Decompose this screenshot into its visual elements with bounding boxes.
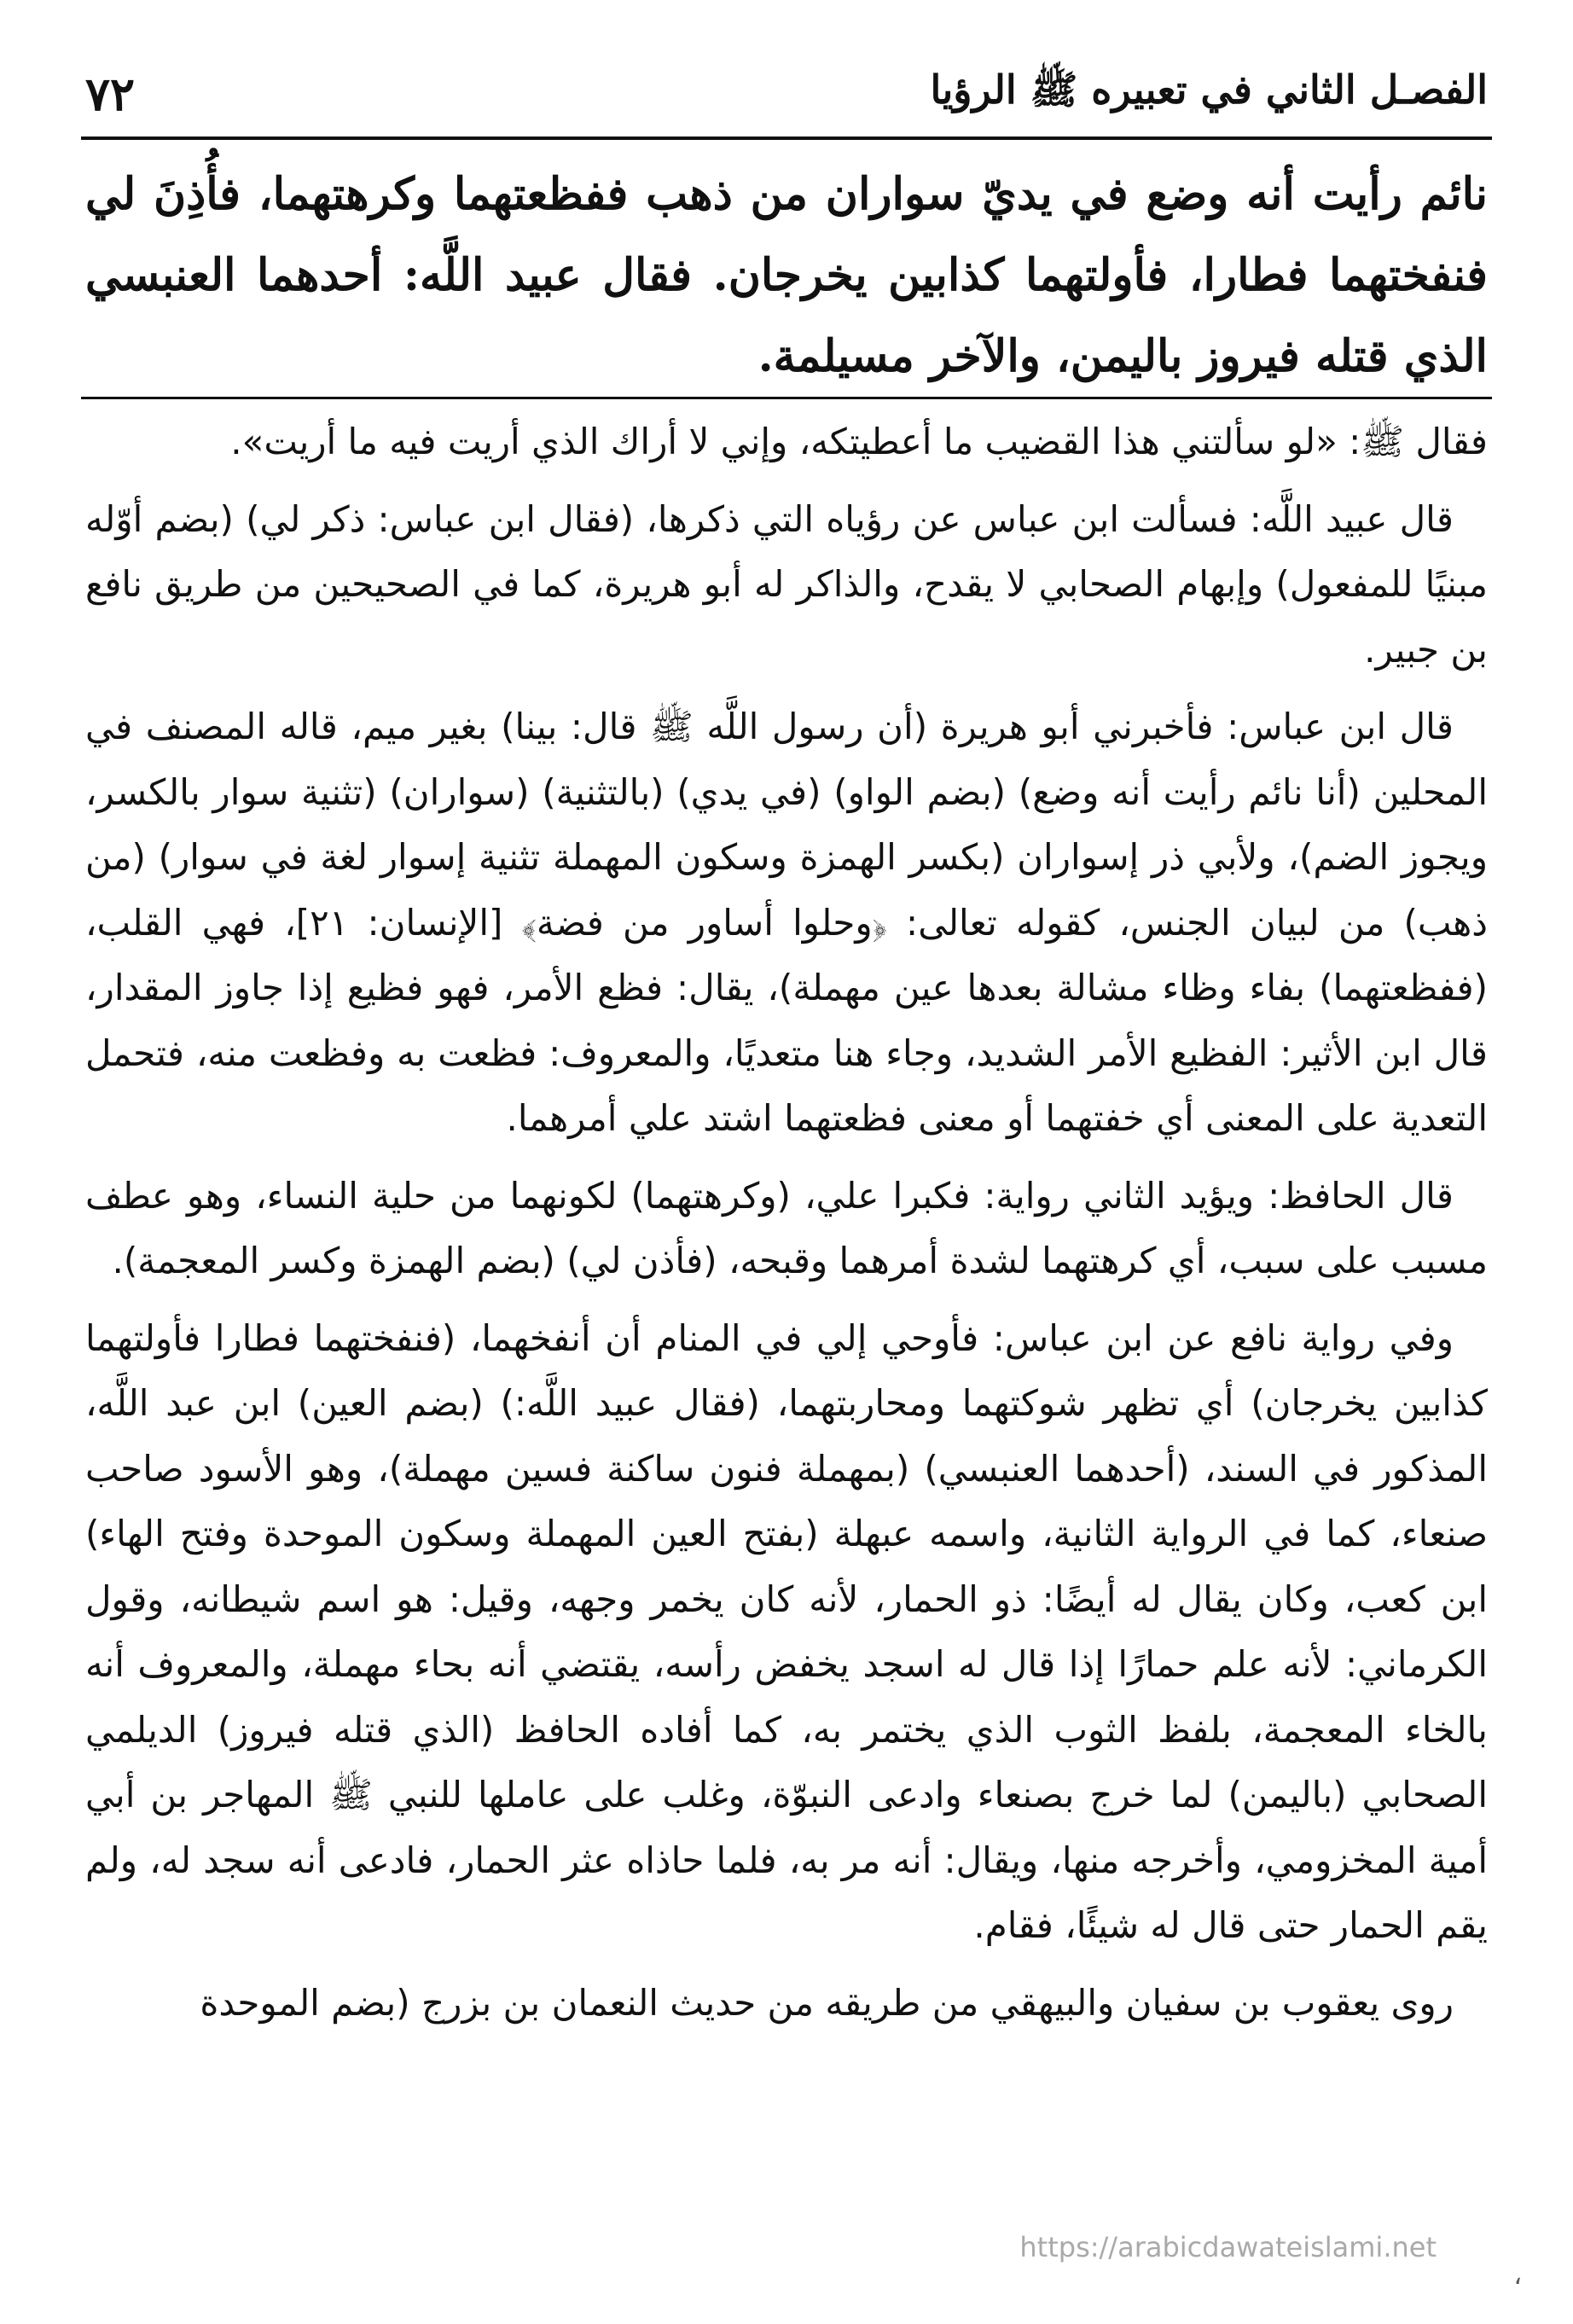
running-title: الفصـل الثاني في تعبيره ﷺ الرؤيا (930, 66, 1488, 113)
commentary-paragraph: روى يعقوب بن سفيان والبيهقي من طريقه من حديث النعمان بن بزرج (بضم الموحدة (200, 1981, 1454, 2024)
commentary-paragraph: قال ابن عباس: فأخبرني أبو هريرة (أن رسول اللَّه ﷺ قال: بينا) بغير ميم، قاله المصنف في المحلين (أنا نائم رأيت أنه وضع) (بضم الواو) (في يدي) (بالتثنية) (سواران) (تثنية سوار بالكسر، ويجوز الضم)، ولأبي ذر إسواران (بكسر الهمزة وسكون المهملة تثنية إسوار لغة في سوار) (من ذهب) من لبيان الجنس، كقوله تعالى: ﴿وحلوا أساور من فضة﴾ [الإنسان: ٢١]، فهي القلب، (ففظعتهما) بفاء وظاء مشالة بعدها عين مهملة)، يقال: فظع الأمر، فهو فظيع إذا جاوز المقدار، قال ابن الأثير: الفظيع الأمر الشديد، وجاء هنا متعديًا، والمعروف: فظعت به وفظعت منه، فتحمل التعدية على المعنى أي خفتهما أو معنى فظعتهما اشتد علي أمرهما. (85, 706, 1488, 1139)
watermark-url: https://arabicdawateislami.net (1019, 2231, 1437, 2263)
commentary-paragraph: وفي رواية نافع عن ابن عباس: فأوحي إلي في المنام أن أنفخهما، (فنفختهما فطارا فأولتهما كذابين يخرجان) أي تظهر شوكتهما ومحاربتهما، (فقال عبيد اللَّه:) (بضم العين) ابن عبد اللَّه، المذكور في السند، (أحدهما العنبسي) (بمهملة فنون ساكنة فسين مهملة)، وهو الأسود صاحب صنعاء، كما في الرواية الثانية، واسمه عبهلة (بفتح العين المهملة وسكون الموحدة وفتح الهاء) ابن كعب، وكان يقال له أيضًا: ذو الحمار، لأنه كان يخمر وجهه، وقيل: هو اسم شيطانه، وقول الكرماني: لأنه علم حمارًا إذا قال له اسجد يخفض رأسه، يقتضي أنه بحاء مهملة، والمعروف أنه بالخاء المعجمة، بلفظ الثوب الذي يختمر به، كما أفاده الحافظ (الذي قتله فيروز) الديلمي الصحابي (باليمن) لما خرج بصنعاء وادعى النبوّة، وغلب على عاملها للنبي ﷺ المهاجر بن أبي أمية المخزومي، وأخرجه منها، ويقال: أنه مر به، فلما حاذاه عثر الحمار، فادعى أنه سجد له، ولم يقم الحمار حتى قال له شيئًا، فقام. (85, 1316, 1488, 1946)
page-header (85, 60, 1488, 128)
commentary (85, 410, 1488, 2048)
hadith-text: نائم رأيت أنه وضع في يديّ سواران من ذهب ففظعتهما وكرهتهما، فأُذِنَ لي فنفختهما فطارا، فأولتهما كذابين يخرجان. فقال عبيد اللَّه: أحدهما العنبسي الذي قتله فيروز باليمن، والآخر مسيلمة. (85, 168, 1488, 382)
separator-rule (81, 397, 1492, 399)
page-number: ٧٢ (85, 67, 136, 121)
commentary-paragraph: فقال ﷺ: «لو سألتني هذا القضيب ما أعطيتكه، وإني لا أراك الذي أريت فيه ما أريت». (230, 421, 1488, 462)
commentary-paragraph: قال عبيد اللَّه: فسألت ابن عباس عن رؤياه التي ذكرها، (فقال ابن عباس: ذكر لي) (بضم أوّله مبنيًا للمفعول) وإبهام الصحابي لا يقدح، والذاكر له أبو هريرة، كما في الصحيحين من طريق نافع بن جبير. (85, 497, 1488, 671)
commentary-paragraph: قال الحافظ: ويؤيد الثاني رواية: فكبرا علي، (وكرهتهما) لكونهما من حلية النساء، وهو عطف مسبب على سبب، أي كرهتهما لشدة أمرهما وقبحه، (فأذن لي) (بضم الهمزة وكسر المعجمة). (85, 1174, 1488, 1281)
header-rule (81, 137, 1492, 140)
corner-mark: ، (1513, 2261, 1522, 2291)
